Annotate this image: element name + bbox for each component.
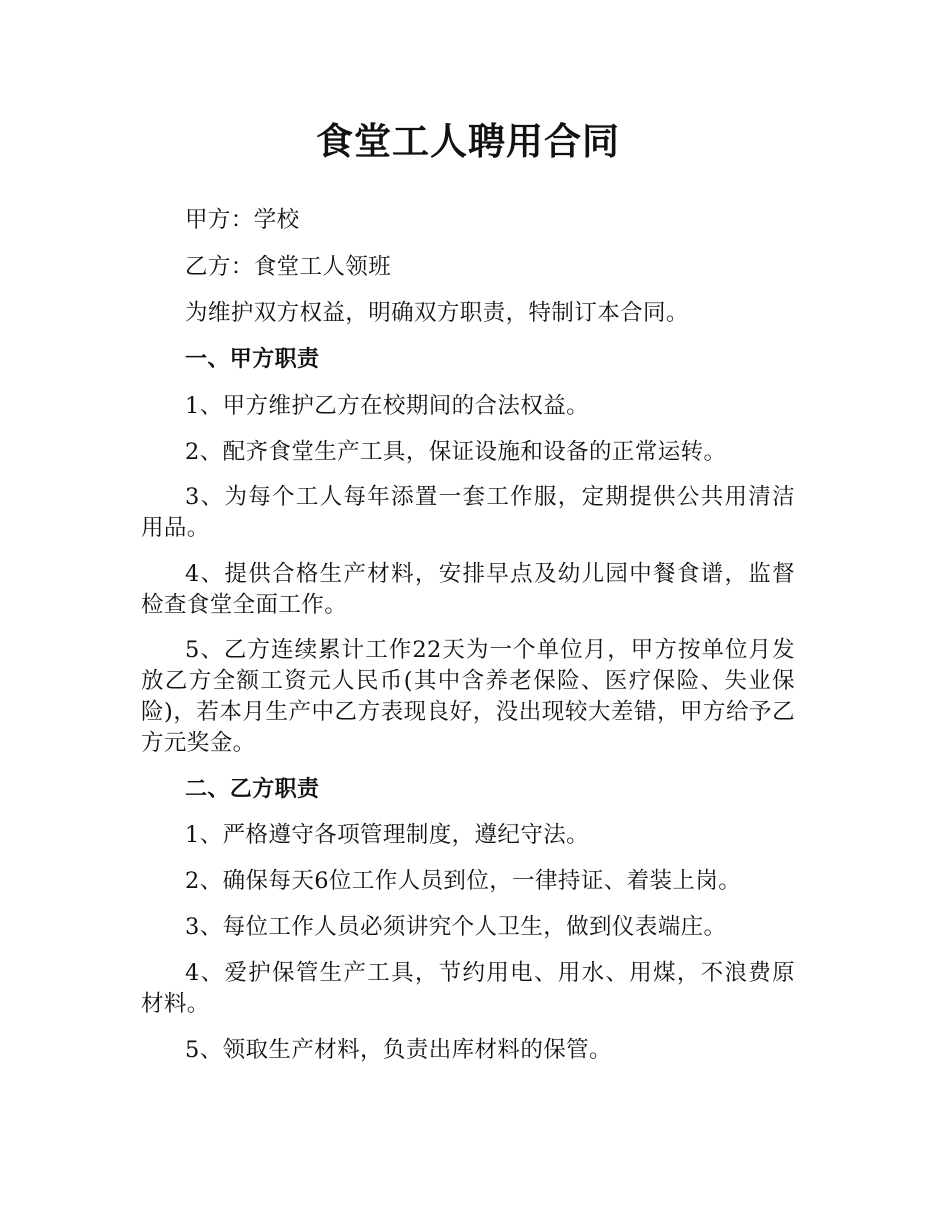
section-1-item-3: 3、为每个工人每年添置一套工作服，定期提供公共用清洁用品。 — [141, 484, 795, 541]
section-2-heading: 二、乙方职责 — [185, 777, 320, 802]
section-1-item-1: 1、甲方维护乙方在校期间的合法权益。 — [185, 393, 590, 419]
section-1-item-2: 2、配齐食堂生产工具，保证设施和设备的正常运转。 — [185, 439, 727, 465]
section-2-item-3: 3、每位工作人员必须讲究个人卫生，做到仪表端庄。 — [185, 914, 727, 940]
section-2-item-4: 4、爱护保管生产工具，节约用电、用水、用煤，不浪费原材料。 — [141, 960, 795, 1017]
party-a-line: 甲方：学校 — [185, 207, 300, 233]
section-2-item-2: 2、确保每天6位工作人员到位，一律持证、着装上岗。 — [185, 868, 742, 894]
preamble: 为维护双方权益，明确双方职责，特制订本合同。 — [185, 300, 689, 326]
section-2-item-5: 5、领取生产材料，负责出库材料的保管。 — [185, 1037, 612, 1063]
party-b-line: 乙方：食堂工人领班 — [185, 254, 392, 280]
section-1-item-5: 5、乙方连续累计工作22天为一个单位月，甲方按单位月发放乙方全额工资元人民币(其中含养老保险、医疗保险、失业保险)，若本月生产中乙方表现良好，没出现较大差错，甲方给予乙方元奖金。 — [141, 637, 795, 756]
section-2-item-1: 1、严格遵守各项管理制度，遵纪守法。 — [185, 822, 590, 848]
document-title: 食堂工人聘用合同 — [316, 120, 620, 163]
section-1-heading: 一、甲方职责 — [185, 347, 320, 372]
section-1-item-4: 4、提供合格生产材料，安排早点及幼儿园中餐食谱，监督检查食堂全面工作。 — [141, 561, 795, 618]
